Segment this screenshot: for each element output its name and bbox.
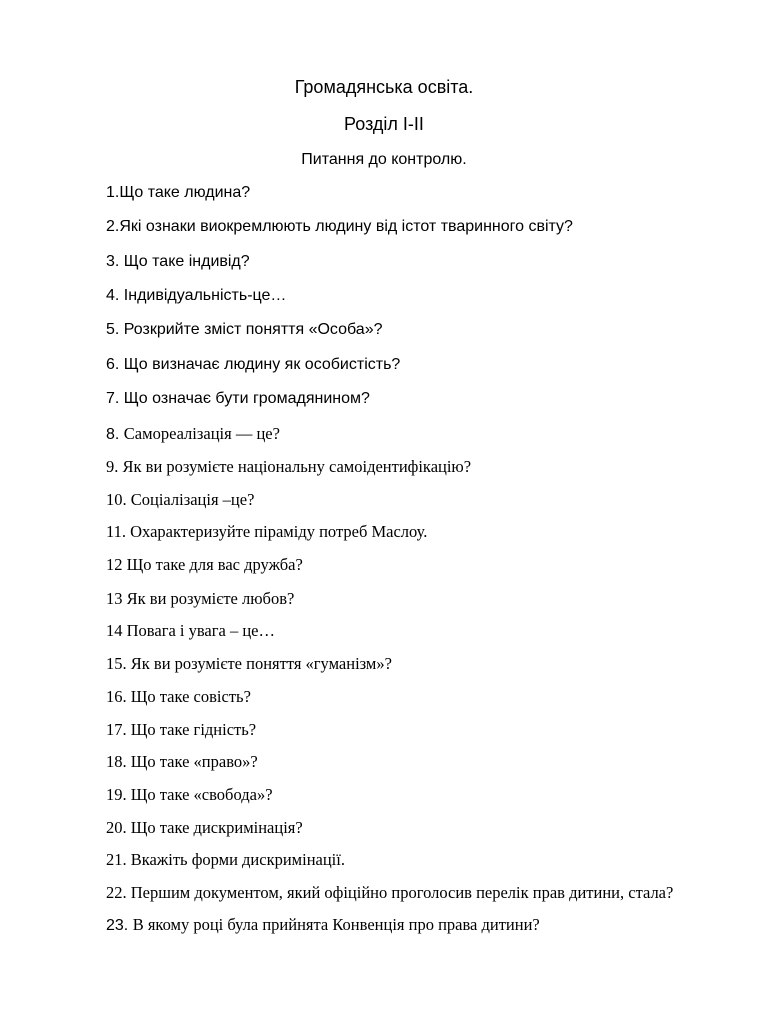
question-item: 20. Що таке дискримінація? [106, 818, 303, 837]
question-item: 12 Що таке для вас дружба? [106, 555, 303, 574]
question-item: 21. Вкажіть форми дискримінації. [106, 850, 345, 869]
question-item: 8. Самореалізація — це? [106, 424, 280, 443]
question-item: 7. Що означає бути громадянином? [106, 390, 370, 407]
question-item: 9. Як ви розумієте національну самоідентифікацію? [106, 457, 472, 476]
question-item: 15. Як ви розумієте поняття «гуманізм»? [106, 654, 392, 673]
question-item: 4. Індивідуальність-це… [106, 287, 287, 304]
section-heading: Розділ І-ІІ [344, 114, 424, 134]
question-item: 23. В якому році була прийнята Конвенція про права дитини? [106, 915, 540, 934]
question-item: 3. Що таке індивід? [106, 253, 250, 270]
question-item: 18. Що таке «право»? [106, 752, 258, 771]
question-item: 13 Як ви розумієте любов? [106, 589, 295, 608]
question-item: 17. Що таке гідність? [106, 720, 257, 739]
question-item: 5. Розкрийте зміст поняття «Особа»? [106, 321, 383, 338]
question-item: 14 Повага і увага – це… [106, 621, 276, 640]
question-item: 16. Що таке совість? [106, 687, 251, 706]
question-item: 6. Що визначає людину як особистість? [106, 356, 401, 373]
questions-subtitle: Питання до контролю. [301, 151, 467, 168]
question-item: 19. Що таке «свобода»? [106, 785, 273, 804]
question-item: 22. Першим документом, який офіційно проголосив перелік прав дитини, стала? [106, 883, 674, 902]
question-item: 11. Охарактеризуйте піраміду потреб Маслоу. [106, 522, 428, 541]
question-item: 1.Що таке людина? [106, 184, 251, 201]
question-item: 2.Які ознаки виокремлюють людину від істот тваринного світу? [106, 218, 573, 235]
document-title: Громадянська освіта. [294, 77, 474, 97]
question-item: 10. Соціалізація –це? [106, 490, 255, 509]
